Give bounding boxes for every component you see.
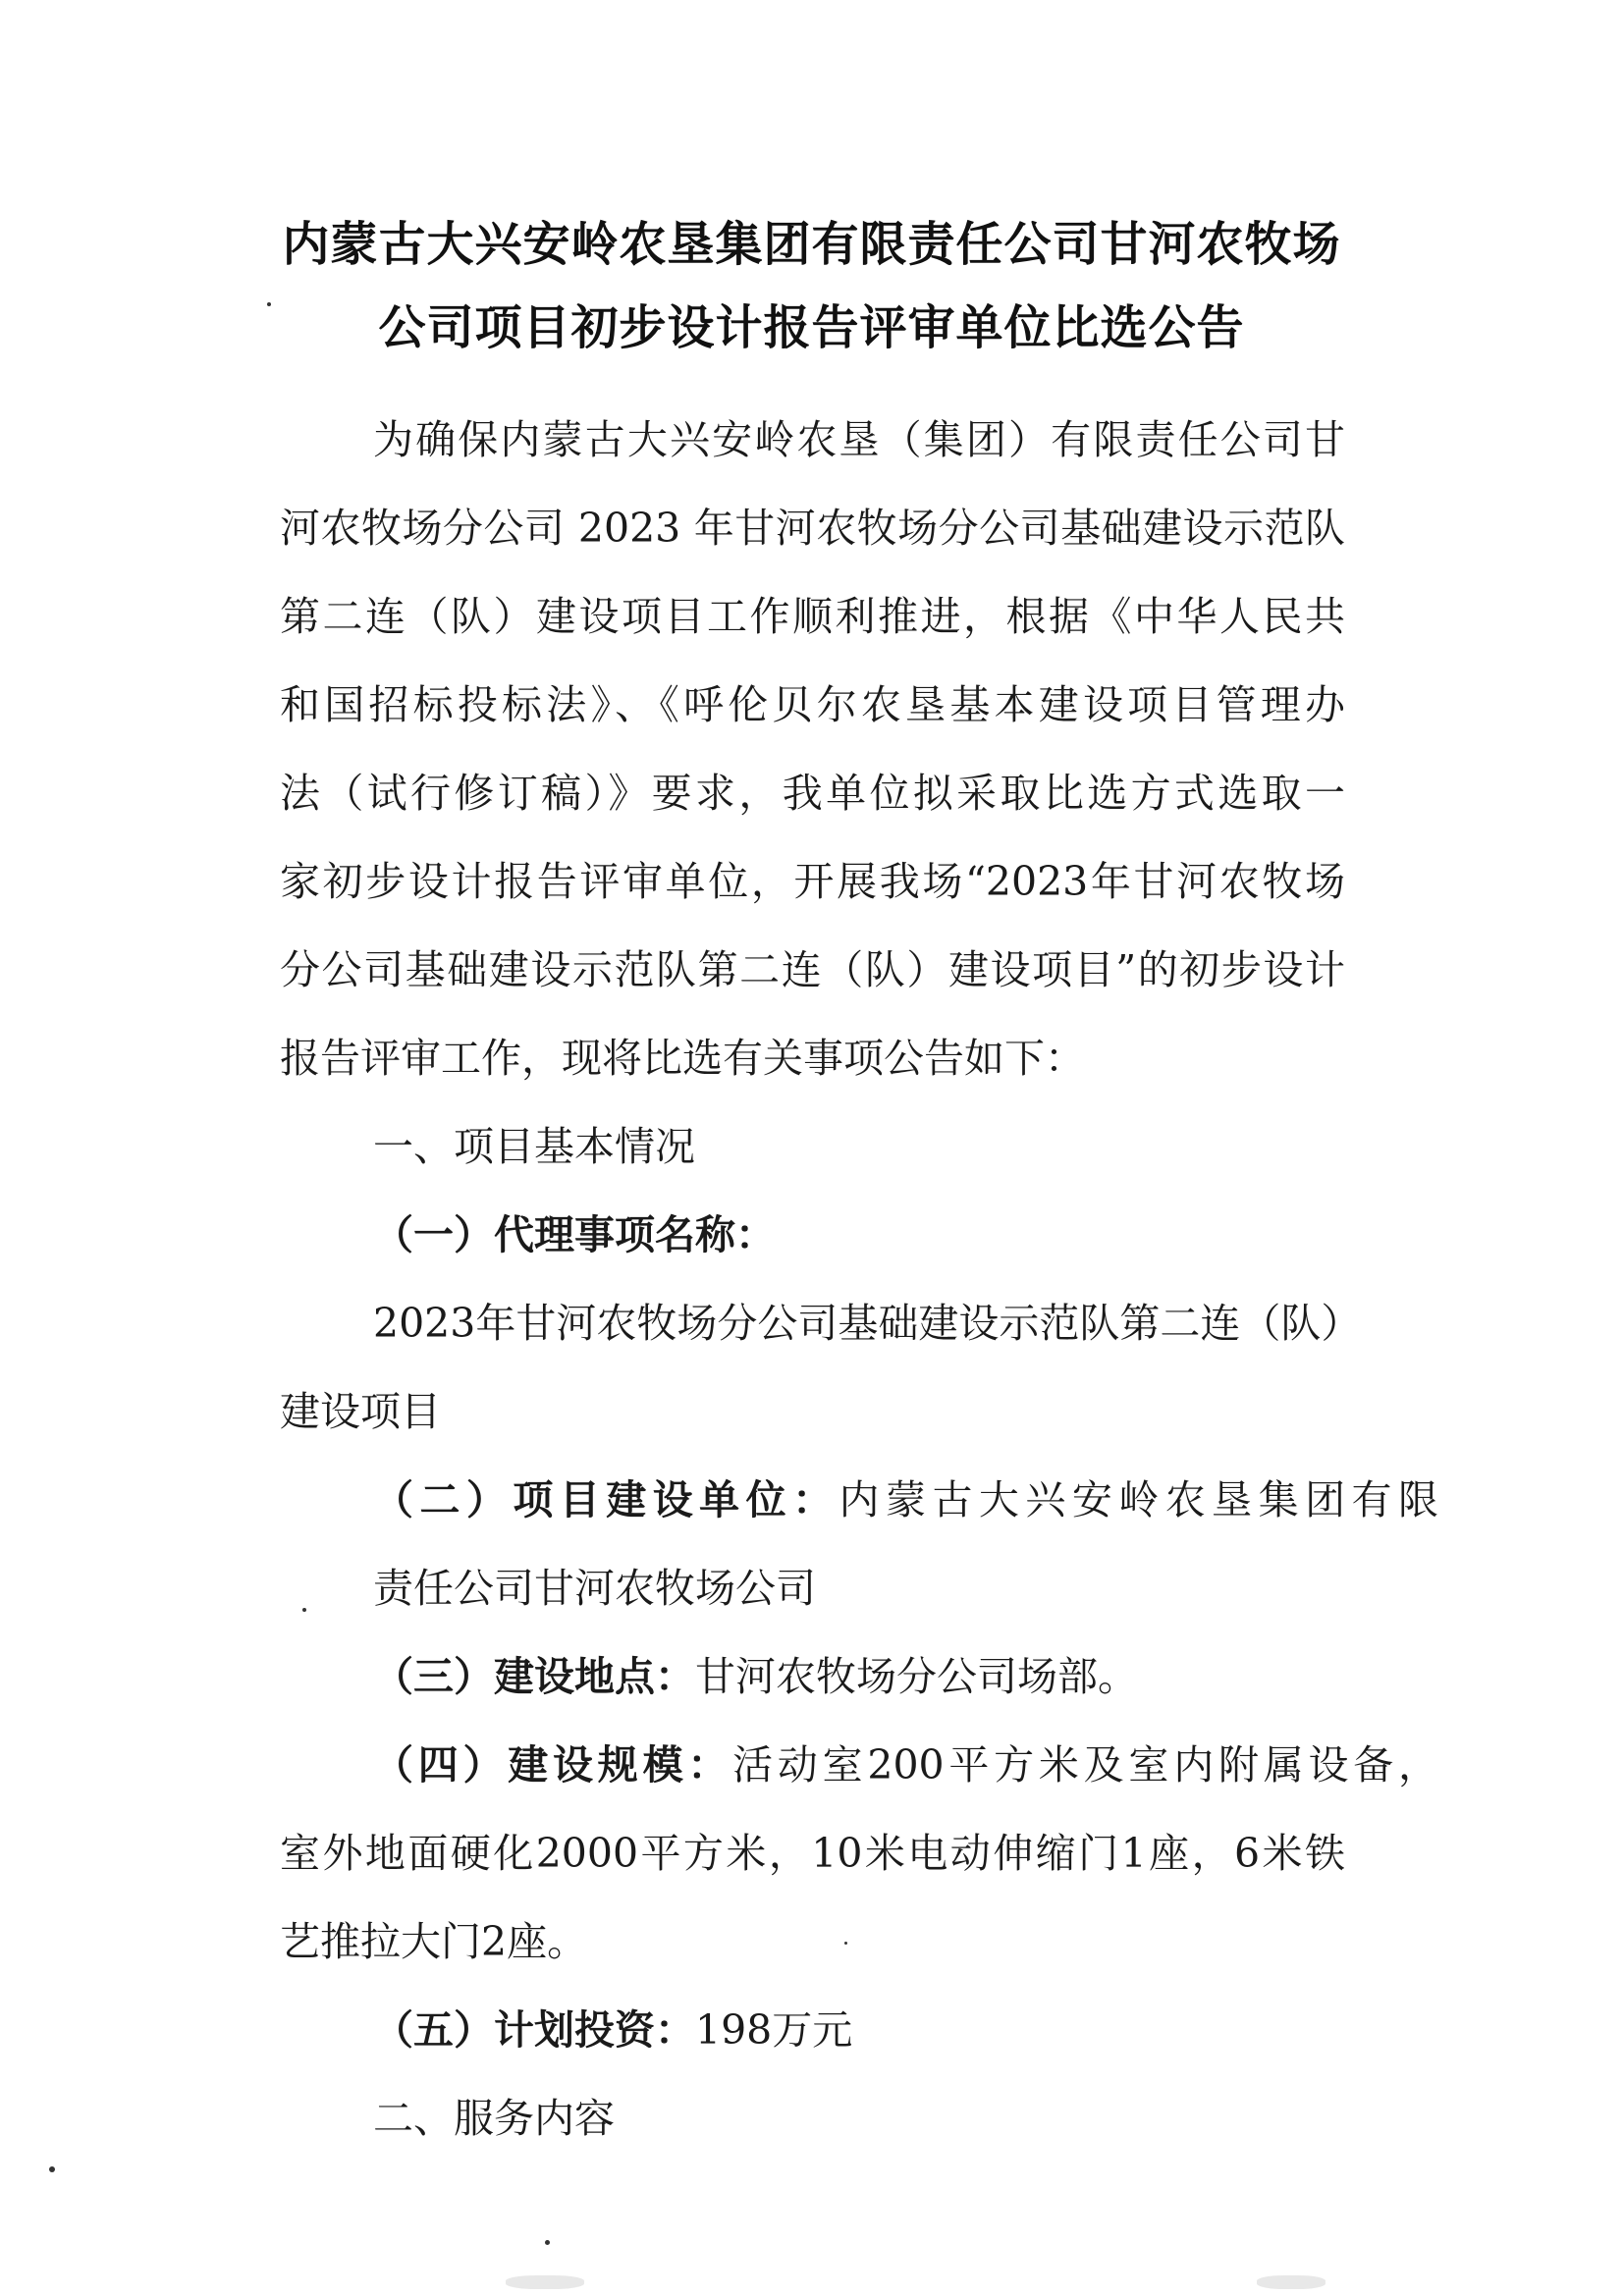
item-4-row — [373, 1733, 1438, 1790]
scan-speck — [302, 1608, 306, 1612]
item-4-text-line-3: 艺推拉大门2座。 — [280, 1918, 588, 1965]
scan-speck — [49, 2166, 55, 2172]
item-1-text-line-2: 建设项目 — [280, 1388, 441, 1435]
item-5-label: （五）计划投资： — [373, 2006, 695, 2054]
item-4-label: （四）建设规模： — [373, 1741, 733, 1789]
intro-line-5: 法（试行修订稿）》要求，我单位拟采取比选方式选取一 — [280, 770, 1345, 817]
intro-line-3: 第二连（队）建设项目工作顺利推进，根据《中华人民共 — [280, 593, 1345, 640]
scan-smudge — [506, 2275, 584, 2289]
scan-speck — [844, 1942, 847, 1945]
item-1-row — [373, 1202, 1438, 1260]
item-2-text-line-1: 内蒙古大兴安岭农垦集团有限 — [839, 1476, 1439, 1523]
section-1-heading: 一、项目基本情况 — [373, 1123, 695, 1170]
scan-speck — [267, 302, 271, 306]
item-1-text-line-1: 2023年甘河农牧场分公司基础建设示范队第二连（队） — [373, 1300, 1362, 1347]
document-title-line-1: 内蒙古大兴安岭农垦集团有限责任公司甘河农牧场 — [282, 217, 1341, 272]
item-4-text-line-1: 活动室200平方米及室内附属设备， — [732, 1741, 1438, 1789]
intro-line-4: 和国招标投标法》、《呼伦贝尔农垦基本建设项目管理办 — [280, 681, 1345, 728]
item-3-row — [373, 1644, 1438, 1702]
item-2-label: （二）项目建设单位： — [373, 1476, 839, 1523]
item-4-text-line-2: 室外地面硬化2000平方米，10米电动伸缩门1座，6米铁 — [280, 1830, 1345, 1877]
item-5-text: 198万元 — [695, 2006, 853, 2054]
scan-speck — [545, 2240, 550, 2245]
intro-line-8: 报告评审工作，现将比选有关事项公告如下： — [280, 1035, 1085, 1082]
section-2-heading: 二、服务内容 — [373, 2095, 615, 2142]
intro-line-6: 家初步设计报告评审单位，开展我场“2023年甘河农牧场 — [280, 858, 1345, 905]
intro-line-1: 为确保内蒙古大兴安岭农垦（集团）有限责任公司甘 — [373, 416, 1345, 463]
item-5-row — [373, 1998, 1438, 2056]
item-2-row — [373, 1468, 1438, 1525]
item-3-label: （三）建设地点： — [373, 1653, 695, 1700]
item-1-label: （一）代理事项名称： — [373, 1211, 776, 1258]
item-3-text: 甘河农牧场分公司场部。 — [695, 1653, 1138, 1700]
intro-line-7: 分公司基础建设示范队第二连（队）建设项目”的初步设计 — [280, 946, 1345, 993]
scan-smudge — [1257, 2275, 1325, 2289]
item-2-text-line-2: 责任公司甘河农牧场公司 — [373, 1565, 816, 1612]
intro-line-2: 河农牧场分公司 2023 年甘河农牧场分公司基础建设示范队 — [280, 505, 1345, 552]
document-title-line-2: 公司项目初步设计报告评审单位比选公告 — [378, 300, 1245, 355]
